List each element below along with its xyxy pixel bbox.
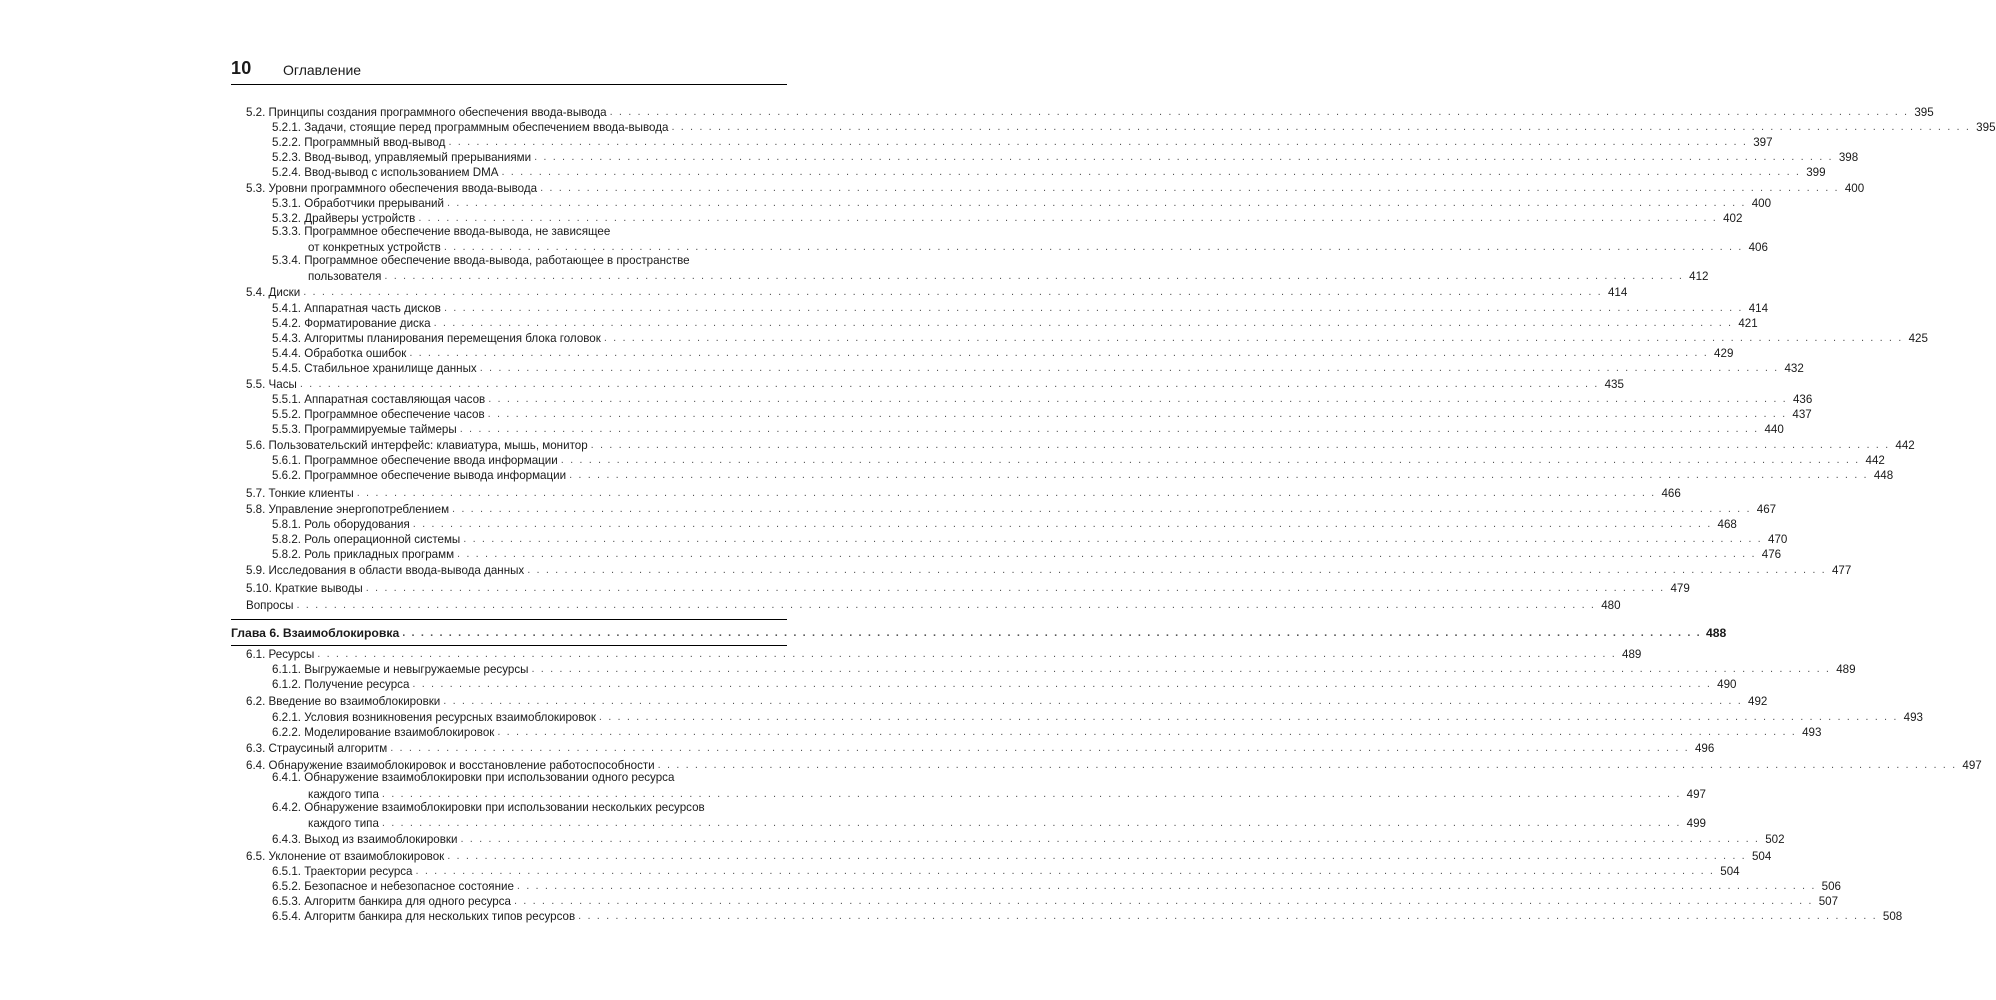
dot-leader: . . . . . . . . . . . . . . . . . . . . . . . . . . . . . . . . . . . . . . . . . . . . . . . . . . . . . . . . . . . . . . . . . . . . . . . . . . . . . . . . . . . . . . . . . . . . . . . . . . . . . . . . . . . . . . . . . . . . . . . . . . . . . . . . . . . . . . . . . . . .: [569, 469, 1869, 481]
chapter-entry: [231, 625, 1727, 640]
toc-entry: [272, 546, 1782, 561]
toc-entry-title: 5.2.4. Ввод-вывод с использованием DMA: [272, 166, 499, 179]
dot-leader: . . . . . . . . . . . . . . . . . . . . . . . . . . . . . . . . . . . . . . . . . . . . . . . . . . . . . . . . . . . . . . . . . . . . . . . . . . . . . . . . . . . . . . . . . . . . . . . . . . . . . . . . . . . . . . . . . . . . . . . . . . . . . . . . . . . . . . . . . . . .: [447, 197, 1747, 209]
chapter-rule-bottom: [231, 645, 787, 646]
dot-leader: . . . . . . . . . . . . . . . . . . . . . . . . . . . . . . . . . . . . . . . . . . . . . . . . . . . . . . . . . . . . . . . . . . . . . . . . . . . . . . . . . . . . . . . . . . . . . . . . . . . . . . . . . . . . . . . . . . . . . . . . . . . . . . . . . . . . . . . . . . . .: [497, 726, 1797, 738]
dot-leader: . . . . . . . . . . . . . . . . . . . . . . . . . . . . . . . . . . . . . . . . . . . . . . . . . . . . . . . . . . . . . . . . . . . . . . . . . . . . . . . . . . . . . . . . . . . . . . . . . . . . . . . . . . . . . . . . . . . . . . . . . . . . . . . . . . . . . . . . . . . .: [412, 678, 1712, 690]
toc-entry-title: 6.3. Страусиный алгоритм: [246, 742, 388, 755]
toc-entry: [272, 406, 1812, 421]
toc-entry: [272, 134, 1773, 149]
toc-entry-title: Глава 6. Взаимоблокировка: [231, 626, 400, 640]
toc-entry-title: 5.8.1. Роль оборудования: [272, 518, 410, 531]
toc-entry-title: 6.1. Ресурсы: [246, 648, 315, 661]
dot-leader: . . . . . . . . . . . . . . . . . . . . . . . . . . . . . . . . . . . . . . . . . . . . . . . . . . . . . . . . . . . . . . . . . . . . . . . . . . . . . . . . . . . . . . . . . . . . . . . . . . . . . . . . . . . . . . . . . . . . . . . . . . . . . . . . . . . . . . . . . . . .: [590, 439, 1890, 451]
dot-leader: . . . . . . . . . . . . . . . . . . . . . . . . . . . . . . . . . . . . . . . . . . . . . . . . . . . . . . . . . . . . . . . . . . . . . . . . . . . . . . . . . . . . . . . . . . . . . . . . . . . . . . . . . . . . . . . . . . . . . . . . . . . . . . . . . . . . . . . . . . . .: [671, 121, 1971, 133]
toc-entry-title: 5.9. Исследования в области ввода-вывода данных: [246, 564, 525, 577]
dot-leader: . . . . . . . . . . . . . . . . . . . . . . . . . . . . . . . . . . . . . . . . . . . . . . . . . . . . . . . . . . . . . . . . . . . . . . . . . . . . . . . . . . . . . . . . . . . . . . . . . . . . . . . . . . . . . . . . . . . . . . . . . . . . . . . . . . . . . . . . . . . .: [457, 548, 1757, 560]
toc-entry-title: 5.3.1. Обработчики прерываний: [272, 197, 444, 210]
toc-entry: [246, 284, 1628, 299]
toc-entry: [272, 831, 1785, 846]
toc-entry-title: 5.3. Уровни программного обеспечения ввода-вывода: [246, 182, 538, 195]
toc-page-number: 406: [1748, 241, 1768, 254]
toc-page-number: 432: [1784, 362, 1804, 375]
toc-entry-title: 6.1.2. Получение ресурса: [272, 678, 410, 691]
toc-page-number: 398: [1838, 151, 1859, 164]
toc-entry-title: 5.8. Управление энергопотреблением: [246, 503, 450, 516]
toc-entry: [308, 815, 1706, 830]
toc-entry-title: 5.5.1. Аппаратная составляющая часов: [272, 393, 486, 406]
toc-entry-title: 6.4.2. Обнаружение взаимоблокировки при использовании нескольких ресурсов: [272, 801, 705, 814]
toc-entry: [272, 878, 1841, 893]
dot-leader: . . . . . . . . . . . . . . . . . . . . . . . . . . . . . . . . . . . . . . . . . . . . . . . . . . . . . . . . . . . . . . . . . . . . . . . . . . . . . . . . . . . . . . . . . . . . . . . . . . . . . . . . . . . . . . . . . . . . . . . . . . . . . . . . . . . . . . . . . . . .: [459, 423, 1759, 435]
toc-page-number: 497: [1686, 788, 1706, 801]
toc-entry: [308, 786, 1706, 801]
dot-leader: . . . . . . . . . . . . . . . . . . . . . . . . . . . . . . . . . . . . . . . . . . . . . . . . . . . . . . . . . . . . . . . . . . . . . . . . . . . . . . . . . . . . . . . . . . . . . . . . . . . . . . . . . . . . . . . . . . . . . . . . . . . . . . . . . . . . . . . . . . . .: [296, 599, 1596, 611]
dot-leader: . . . . . . . . . . . . . . . . . . . . . . . . . . . . . . . . . . . . . . . . . . . . . . . . . . . . . . . . . . . . . . . . . . . . . . . . . . . . . . . . . . . . . . . . . . . . . . . . . . . . . . . . . . . . . . . . . . . . . . . . . . . . . . . . . . . . . . . . . . . .: [514, 895, 1814, 907]
dot-leader: . . . . . . . . . . . . . . . . . . . . . . . . . . . . . . . . . . . . . . . . . . . . . . . . . . . . . . . . . . . . . . . . . . . . . . . . . . . . . . . . . . . . . . . . . . . . . . . . . . . . . . . . . . . . . . . . . . . . . . . . . . . . . . . . . . . . . . . . . . . .: [452, 503, 1752, 515]
toc-entry-title: 5.4.2. Форматирование диска: [272, 317, 431, 330]
toc-page-number: 488: [1705, 626, 1727, 640]
dot-leader: . . . . . . . . . . . . . . . . . . . . . . . . . . . . . . . . . . . . . . . . . . . . . . . . . . . . . . . . . . . . . . . . . . . . . . . . . . . . . . . . . . . . . . . . . . . . . . . . . . . . . . . . . . . . . . . . . . . . . . . . . . . . . . . . . . . . . . . . . . . .: [527, 564, 1827, 576]
toc-page-number: 412: [1689, 270, 1709, 283]
toc-page-number: 504: [1751, 850, 1772, 863]
dot-leader: . . . . . . . . . . . . . . . . . . . . . . . . . . . . . . . . . . . . . . . . . . . . . . . . . . . . . . . . . . . . . . . . . . . . . . . . . . . . . . . . . . . . . . . . . . . . . . . . . . . . . . . . . . . . . . . . . . . . . . . . . . . . . . . . . . . . . . . . . . . .: [463, 533, 1763, 545]
toc-entry-title: 5.4.3. Алгоритмы планирования перемещения блока головок: [272, 332, 601, 345]
toc-entry: [272, 391, 1813, 406]
toc-page-number: 468: [1717, 518, 1737, 531]
toc-entry-title: 5.4.5. Стабильное хранилище данных: [272, 362, 477, 375]
toc-page-number: 466: [1661, 487, 1681, 500]
toc-entry: [272, 709, 1923, 724]
toc-entry-title: 5.4.1. Аппаратная часть дисков: [272, 302, 441, 315]
toc-entry-title: 5.8.2. Роль операционной системы: [272, 533, 461, 546]
toc-page-number: 440: [1764, 423, 1784, 436]
dot-leader: . . . . . . . . . . . . . . . . . . . . . . . . . . . . . . . . . . . . . . . . . . . . . . . . . . . . . . . . . . . . . . . . . . . . . . . . . . . . . . . . . . . . . . . . . . . . . . . . . . . . . . . . . . . . . . . . . . . . . . . . . . . . . . . . . . . . . . . . . . . .: [609, 106, 1909, 118]
toc-entry: [272, 421, 1784, 436]
toc-entry: [246, 693, 1768, 708]
toc-page-number: 477: [1831, 564, 1852, 577]
toc-entry-title: Вопросы: [246, 599, 294, 612]
dot-leader: . . . . . . . . . . . . . . . . . . . . . . . . . . . . . . . . . . . . . . . . . . . . . . . . . . . . . . . . . . . . . . . . . . . . . . . . . . . . . . . . . . . . . . . . . . . . . . . . . . . . . . . . . . . . . . . . . . . . . . . . . . . . . . . . . . . . . . . . . . . .: [433, 317, 1733, 329]
toc-entry-title: 6.5.1. Траектории ресурса: [272, 865, 413, 878]
toc-entry-title: 5.8.2. Роль прикладных программ: [272, 548, 455, 561]
toc-entry: [272, 676, 1737, 691]
toc-entry: [272, 531, 1788, 546]
toc-entry-title: 5.2.3. Ввод-вывод, управляемый прерываниями: [272, 151, 532, 164]
toc-page-number: 493: [1903, 711, 1923, 724]
dot-leader: . . . . . . . . . . . . . . . . . . . . . . . . . . . . . . . . . . . . . . . . . . . . . . . . . . . . . . . . . . . . . . . . . . . . . . . . . . . . . . . . . . . . . . . . . . . . . . . . . . . . . . . . . . . . . . . . . . . . . . . . . . . . . . . . . . . . . . . . . . . .: [303, 286, 1603, 298]
toc-entry-title: 6.4. Обнаружение взаимоблокировок и восстановление работоспособности: [246, 759, 655, 772]
toc-entry: [272, 164, 1826, 179]
toc-page-number: 507: [1818, 895, 1839, 908]
toc-page-number: 397: [1753, 136, 1773, 149]
toc-entry-title: 5.4.4. Обработка ошибок: [272, 347, 407, 360]
toc-entry-title: 5.7. Тонкие клиенты: [246, 487, 354, 500]
toc-entry: [246, 501, 1777, 516]
toc-entry: [272, 210, 1743, 225]
toc-entry: [246, 437, 1915, 452]
toc-entry: [272, 467, 1894, 482]
dot-leader: . . . . . . . . . . . . . . . . . . . . . . . . . . . . . . . . . . . . . . . . . . . . . . . . . . . . . . . . . . . . . . . . . . . . . . . . . . . . . . . . . . . . . . . . . . . . . . . . . . . . . . . . . . . . . . . . . . . . . . . . . . . . . . . . . . . . . . . . . . . .: [390, 742, 1690, 754]
dot-leader: . . . . . . . . . . . . . . . . . . . . . . . . . . . . . . . . . . . . . . . . . . . . . . . . . . . . . . . . . . . . . . . . . . . . . . . . . . . . . . . . . . . . . . . . . . . . . . . . . . . . . . . . . . . . . . . . . . . . . . . . . . . . . . . . . . . . . . . . . . . .: [479, 362, 1779, 374]
toc-entry-title-continued: от конкретных устройств: [308, 241, 441, 254]
toc-entry-title: 5.3.2. Драйверы устройств: [272, 212, 416, 225]
toc-page-number: 400: [1751, 197, 1772, 210]
toc-entry: [246, 757, 1982, 772]
dot-leader: . . . . . . . . . . . . . . . . . . . . . . . . . . . . . . . . . . . . . . . . . . . . . . . . . . . . . . . . . . . . . . . . . . . . . . . . . . . . . . . . . . . . . . . . . . . . . . . . . . . . . . . . . . . . . . . . . . . . . . . . . . . . . . . . . . . . . . . . . . . .: [381, 788, 1681, 800]
toc-page-number: 506: [1821, 880, 1841, 893]
dot-leader: . . . . . . . . . . . . . . . . . . . . . . . . . . . . . . . . . . . . . . . . . . . . . . . . . . . . . . . . . . . . . . . . . . . . . . . . . . . . . . . . . . . . . . . . . . . . . . . . . . . . . . . . . . . . . . . . . . . . . . . . . . . . . . . . . . . . . . . . . . . .: [560, 454, 1860, 466]
toc-entry-title: 5.3.4. Программное обеспечение ввода-вывода, работающее в пространстве: [272, 254, 690, 267]
toc-entry: [246, 597, 1621, 612]
toc-page-number: 421: [1738, 317, 1758, 330]
toc-entry: [272, 119, 1996, 134]
toc-entry: [246, 646, 1642, 661]
toc-entry: [272, 360, 1804, 375]
dot-leader: . . . . . . . . . . . . . . . . . . . . . . . . . . . . . . . . . . . . . . . . . . . . . . . . . . . . . . . . . . . . . . . . . . . . . . . . . . . . . . . . . . . . . . . . . . . . . . . . . . . . . . . . . . . . . . . . . . . . . . . . . . . . . . . . . . . . . . . . . . . .: [447, 850, 1747, 862]
toc-page-number: 395: [1976, 121, 1996, 134]
toc-entry-title: 6.5. Уклонение от взаимоблокировок: [246, 850, 445, 863]
dot-leader: . . . . . . . . . . . . . . . . . . . . . . . . . . . . . . . . . . . . . . . . . . . . . . . . . . . . . . . . . . . . . . . . . . . . . . . . . . . . . . . . . . . . . . . . . . . . . . . . . . . . . . . . . . . . . . . . . . . . . . . . . . . . . . . . . . . . . . . . . . . .: [487, 408, 1787, 420]
toc-entry-title: 5.2.1. Задачи, стоящие перед программным обеспечением ввода-вывода: [272, 121, 669, 134]
dot-leader: . . . . . . . . . . . . . . . . . . . . . . . . . . . . . . . . . . . . . . . . . . . . . . . . . . . . . . . . . . . . . . . . . . . . . . . . . . . . . . . . . . . . . . . . . . . . . . . . . . . . . . . . . . . . . . . . . . . . . . . . . . . . . . . . . . . . . . . . . . . .: [384, 270, 1684, 282]
toc-entry-title: 6.5.4. Алгоритм банкира для нескольких типов ресурсов: [272, 910, 576, 923]
dot-leader: . . . . . . . . . . . . . . . . . . . . . . . . . . . . . . . . . . . . . . . . . . . . . . . . . . . . . . . . . . . . . . . . . . . . . . . . . . . . . . . . . . . . . . . . . . . . . . . . . . . . . . . . . . . . . . . . . . . . . . . . . . . . . . . . . . . . . . . . . . . .: [516, 880, 1816, 892]
toc-entry: [246, 740, 1715, 755]
toc-entry-title: 6.1.1. Выгружаемые и невыгружаемые ресурсы: [272, 663, 529, 676]
chapter-rule-top: [231, 619, 787, 620]
toc-entry-title: 6.5.3. Алгоритм банкира для одного ресурса: [272, 895, 511, 908]
toc-entry: [272, 908, 1903, 923]
toc-entry: [246, 376, 1624, 391]
dot-leader: . . . . . . . . . . . . . . . . . . . . . . . . . . . . . . . . . . . . . . . . . . . . . . . . . . . . . . . . . . . . . . . . . . . . . . . . . . . . . . . . . . . . . . . . . . . . . . . . . . . . . . . . . . . . . . . . . . . . . . . . . . . . . . . . . . . . . . . . . . . .: [443, 302, 1744, 314]
toc-page-number: 504: [1720, 865, 1740, 878]
toc-entry-title: 5.10. Краткие выводы: [246, 582, 363, 595]
dot-leader: . . . . . . . . . . . . . . . . . . . . . . . . . . . . . . . . . . . . . . . . . . . . . . . . . . . . . . . . . . . . . . . . . . . . . . . . . . . . . . . . . . . . . . . . . . . . . . . . . . . . . . . . . . . . . . . . . . . . . . . . . . . . . . . . . . . . . . . . . . . .: [540, 182, 1840, 194]
dot-leader: . . . . . . . . . . . . . . . . . . . . . . . . . . . . . . . . . . . . . . . . . . . . . . . . . . . . . . . . . . . . . . . . . . . . . . . . . . . . . . . . . . . . . . . . . . . . . . . . . . . . . . . . . . . . . . . . . . . . . . . . . . . . . . . . . . . . . . . . . . . .: [448, 136, 1748, 148]
toc-entry-title: 6.4.3. Выход из взаимоблокировки: [272, 833, 458, 846]
toc-page-number: 479: [1670, 582, 1690, 595]
dot-leader: . . . . . . . . . . . . . . . . . . . . . . . . . . . . . . . . . . . . . . . . . . . . . . . . . . . . . . . . . . . . . . . . . . . . . . . . . . . . . . . . . . . . . . . . . . . . . . . . . . . . . . . . . . . . . . . . . . . . . . . . . . . . . . . . . . . . . . . . . . . .: [443, 241, 1743, 253]
toc-entry-title: 5.6. Пользовательский интерфейс: клавиатура, мышь, монитор: [246, 439, 588, 452]
toc-entry: [272, 330, 1928, 345]
toc-entry: [272, 315, 1758, 330]
toc-page-number: 470: [1768, 533, 1788, 546]
toc-page-number: 425: [1908, 332, 1928, 345]
toc-page-number: 467: [1756, 503, 1777, 516]
toc-page-number: 435: [1604, 378, 1624, 391]
dot-leader: . . . . . . . . . . . . . . . . . . . . . . . . . . . . . . . . . . . . . . . . . . . . . . . . . . . . . . . . . . . . . . . . . . . . . . . . . . . . . . . . . . . . . . . . . . . . . . . . . . . . . . . . . . . . . . . . . . . . . . . . . . . . . . . . . . . . . . . . . . . .: [412, 518, 1712, 530]
dot-leader: . . . . . . . . . . . . . . . . . . . . . . . . . . . . . . . . . . . . . . . . . . . . . . . . . . . . . . . . . . . . . . . . . . . . . . . . . . . . . . . . . . . . . . . . . . . . . . . . . . . . . . . . . . . . . . . . . . . . . . . . . . . . . . . . . . . . . . . . . . . .: [598, 711, 1898, 723]
dot-leader: . . . . . . . . . . . . . . . . . . . . . . . . . . . . . . . . . . . . . . . . . . . . . . . . . . . . . . . . . . . . . . . . . . . . . . . . . . . . . . . . . . . . . . . . . . . . . . . . . . . . . . . . . . . . . . . . . . . . . . . . . . . . . . . . . . . . . . . . . . . .: [531, 663, 1831, 675]
toc-entry: [308, 268, 1709, 283]
toc-page-number: 442: [1895, 439, 1915, 452]
toc-entry: [272, 452, 1885, 467]
toc-entry-title: 5.3.3. Программное обеспечение ввода-вывода, не зависящее: [272, 225, 611, 238]
toc-entry-title: 5.5.2. Программное обеспечение часов: [272, 408, 485, 421]
toc-entry-title: 5.6.2. Программное обеспечение вывода информации: [272, 469, 567, 482]
toc-entry-title-continued: каждого типа: [308, 788, 379, 801]
dot-leader: . . . . . . . . . . . . . . . . . . . . . . . . . . . . . . . . . . . . . . . . . . . . . . . . . . . . . . . . . . . . . . . . . . . . . . . . . . . . . . . . . . . . . . . . . . . . . . . . . . . . . . . . . . . . . . . . . . . . . . . . . . . . . . . . . . . . . . . . . . . .: [409, 347, 1709, 359]
toc-entry-title-continued: пользователя: [308, 270, 382, 283]
dot-leader: . . . . . . . . . . . . . . . . . . . . . . . . . . . . . . . . . . . . . . . . . . . . . . . . . . . . . . . . . . . . . . . . . . . . . . . . . . . . . . . . . . . . . . . . . . . . . . . . . . . . . . . . . . . . . . . . . . . . . . . . . . . . . . . . . . . . . . . . . . . .: [657, 759, 1957, 771]
toc-entry-title: 6.2. Введение во взаимоблокировки: [246, 695, 441, 708]
toc-page-number: 499: [1686, 817, 1706, 830]
toc-entry-title: 6.5.2. Безопасное и небезопасное состояние: [272, 880, 514, 893]
toc-page-number: 414: [1748, 302, 1769, 315]
dot-leader: . . . . . . . . . . . . . . . . . . . . . . . . . . . . . . . . . . . . . . . . . . . . . . . . . . . . . . . . . . . . . . . . . . . . . . . . . . . . . . . . . . . . . . . . . . . . . . . . . . . . . . . . . . . . . . . . . . . . . . . . . . . . . . . . . . . . . . . . . . . .: [415, 865, 1715, 877]
toc-entry: [246, 848, 1772, 863]
toc-entry: [272, 345, 1734, 360]
toc-entry: [246, 562, 1852, 577]
toc-entry: [246, 580, 1690, 595]
running-title: Оглавление: [283, 62, 362, 78]
toc-page-number: 476: [1761, 548, 1782, 561]
toc-page-number: 492: [1748, 695, 1768, 708]
dot-leader: . . . . . . . . . . . . . . . . . . . . . . . . . . . . . . . . . . . . . . . . . . . . . . . . . . . . . . . . . . . . . . . . . . . . . . . . . . . . . . . . . . . . . . . . . . . . . . . . . . . . . . . . . . . . . . . . . . . . . . . . . . . . . . . . . . . . . . . . . . . .: [381, 817, 1681, 829]
toc-entry-title: 5.4. Диски: [246, 286, 301, 299]
page-number: 10: [231, 58, 252, 78]
toc-entry: [272, 863, 1740, 878]
toc-page-number: 497: [1962, 759, 1982, 772]
dot-leader: . . . . . . . . . . . . . . . . . . . . . . . . . . . . . . . . . . . . . . . . . . . . . . . . . . . . . . . . . . . . . . . . . . . . . . . . . . . . . . . . . . . . . . . . . . . . . . . . . . . . . . . . . . . . . . . . . . . . . . . . . . . . . . . . . . . . . . . . . . . .: [603, 332, 1903, 344]
toc-entry: [272, 893, 1839, 908]
dot-leader: . . . . . . . . . . . . . . . . . . . . . . . . . . . . . . . . . . . . . . . . . . . . . . . . . . . . . . . . . . . . . . . . . . . . . . . . . . . . . . . . . . . . . . . . . . . . . . . . . . . . . . . . . . . . . . . . . . . . . . . . . . . . . . . . . . . . . . . . . . . .: [402, 627, 1702, 639]
toc-entry: [308, 239, 1768, 254]
toc-entry: [272, 300, 1769, 315]
toc-entry-title: 6.4.1. Обнаружение взаимоблокировки при использовании одного ресурса: [272, 771, 675, 784]
toc-page-number: 442: [1865, 454, 1885, 467]
toc-page-number: 436: [1792, 393, 1813, 406]
toc-entry-title: 5.2.2. Программный ввод-вывод: [272, 136, 446, 149]
toc-entry: [272, 149, 1859, 164]
toc-page-number: 493: [1802, 726, 1822, 739]
dot-leader: . . . . . . . . . . . . . . . . . . . . . . . . . . . . . . . . . . . . . . . . . . . . . . . . . . . . . . . . . . . . . . . . . . . . . . . . . . . . . . . . . . . . . . . . . . . . . . . . . . . . . . . . . . . . . . . . . . . . . . . . . . . . . . . . . . . . . . . . . . . .: [501, 166, 1801, 178]
toc-page-number: 448: [1873, 469, 1894, 482]
toc-entry: [246, 485, 1681, 500]
toc-page-number: 502: [1765, 833, 1785, 846]
toc-page-number: 402: [1723, 212, 1743, 225]
toc-entry-title: 6.2.2. Моделирование взаимоблокировок: [272, 726, 495, 739]
dot-leader: . . . . . . . . . . . . . . . . . . . . . . . . . . . . . . . . . . . . . . . . . . . . . . . . . . . . . . . . . . . . . . . . . . . . . . . . . . . . . . . . . . . . . . . . . . . . . . . . . . . . . . . . . . . . . . . . . . . . . . . . . . . . . . . . . . . . . . . . . . . .: [299, 378, 1599, 390]
toc-entry-title: 6.2.1. Условия возникновения ресурсных взаимоблокировок: [272, 711, 596, 724]
dot-leader: . . . . . . . . . . . . . . . . . . . . . . . . . . . . . . . . . . . . . . . . . . . . . . . . . . . . . . . . . . . . . . . . . . . . . . . . . . . . . . . . . . . . . . . . . . . . . . . . . . . . . . . . . . . . . . . . . . . . . . . . . . . . . . . . . . . . . . . . . . . .: [317, 648, 1617, 660]
toc-entry-title: 5.5.3. Программируемые таймеры: [272, 423, 457, 436]
toc-page-number: 399: [1806, 166, 1826, 179]
toc-page-number: 489: [1836, 663, 1856, 676]
toc-page-number: 429: [1714, 347, 1734, 360]
dot-leader: . . . . . . . . . . . . . . . . . . . . . . . . . . . . . . . . . . . . . . . . . . . . . . . . . . . . . . . . . . . . . . . . . . . . . . . . . . . . . . . . . . . . . . . . . . . . . . . . . . . . . . . . . . . . . . . . . . . . . . . . . . . . . . . . . . . . . . . . . . . .: [460, 833, 1760, 845]
dot-leader: . . . . . . . . . . . . . . . . . . . . . . . . . . . . . . . . . . . . . . . . . . . . . . . . . . . . . . . . . . . . . . . . . . . . . . . . . . . . . . . . . . . . . . . . . . . . . . . . . . . . . . . . . . . . . . . . . . . . . . . . . . . . . . . . . . . . . . . . . . . .: [418, 212, 1718, 224]
dot-leader: . . . . . . . . . . . . . . . . . . . . . . . . . . . . . . . . . . . . . . . . . . . . . . . . . . . . . . . . . . . . . . . . . . . . . . . . . . . . . . . . . . . . . . . . . . . . . . . . . . . . . . . . . . . . . . . . . . . . . . . . . . . . . . . . . . . . . . . . . . . .: [443, 695, 1743, 707]
toc-page-number: 489: [1622, 648, 1642, 661]
toc-entry: [246, 180, 1865, 195]
dot-leader: . . . . . . . . . . . . . . . . . . . . . . . . . . . . . . . . . . . . . . . . . . . . . . . . . . . . . . . . . . . . . . . . . . . . . . . . . . . . . . . . . . . . . . . . . . . . . . . . . . . . . . . . . . . . . . . . . . . . . . . . . . . . . . . . . . . . . . . . . . . .: [534, 151, 1834, 163]
toc-entry: [272, 724, 1822, 739]
toc-page-number: 414: [1607, 286, 1628, 299]
dot-leader: . . . . . . . . . . . . . . . . . . . . . . . . . . . . . . . . . . . . . . . . . . . . . . . . . . . . . . . . . . . . . . . . . . . . . . . . . . . . . . . . . . . . . . . . . . . . . . . . . . . . . . . . . . . . . . . . . . . . . . . . . . . . . . . . . . . . . . . . . . . .: [488, 393, 1788, 405]
toc-entry-title: 5.2. Принципы создания программного обеспечения ввода-вывода: [246, 106, 607, 119]
toc-entry: [272, 516, 1737, 531]
toc-page-number: 395: [1914, 106, 1934, 119]
dot-leader: . . . . . . . . . . . . . . . . . . . . . . . . . . . . . . . . . . . . . . . . . . . . . . . . . . . . . . . . . . . . . . . . . . . . . . . . . . . . . . . . . . . . . . . . . . . . . . . . . . . . . . . . . . . . . . . . . . . . . . . . . . . . . . . . . . . . . . . . . . . .: [578, 910, 1878, 922]
toc-page-number: 496: [1694, 742, 1715, 755]
toc-entry-title: 5.6.1. Программное обеспечение ввода информации: [272, 454, 558, 467]
dot-leader: . . . . . . . . . . . . . . . . . . . . . . . . . . . . . . . . . . . . . . . . . . . . . . . . . . . . . . . . . . . . . . . . . . . . . . . . . . . . . . . . . . . . . . . . . . . . . . . . . . . . . . . . . . . . . . . . . . . . . . . . . . . . . . . . . . . . . . . . . . . .: [365, 582, 1665, 594]
toc-page-number: 490: [1717, 678, 1737, 691]
toc-page-number: 508: [1882, 910, 1903, 923]
toc-entry: [246, 104, 1934, 119]
toc-page-number: 400: [1844, 182, 1865, 195]
toc-entry: [272, 195, 1772, 210]
dot-leader: . . . . . . . . . . . . . . . . . . . . . . . . . . . . . . . . . . . . . . . . . . . . . . . . . . . . . . . . . . . . . . . . . . . . . . . . . . . . . . . . . . . . . . . . . . . . . . . . . . . . . . . . . . . . . . . . . . . . . . . . . . . . . . . . . . . . . . . . . . . .: [356, 487, 1656, 499]
toc-entry-title-continued: каждого типа: [308, 817, 379, 830]
toc-page-number: 437: [1792, 408, 1812, 421]
toc-entry: [272, 661, 1856, 676]
toc-entry-title: 5.5. Часы: [246, 378, 297, 391]
toc-page-number: 480: [1601, 599, 1621, 612]
